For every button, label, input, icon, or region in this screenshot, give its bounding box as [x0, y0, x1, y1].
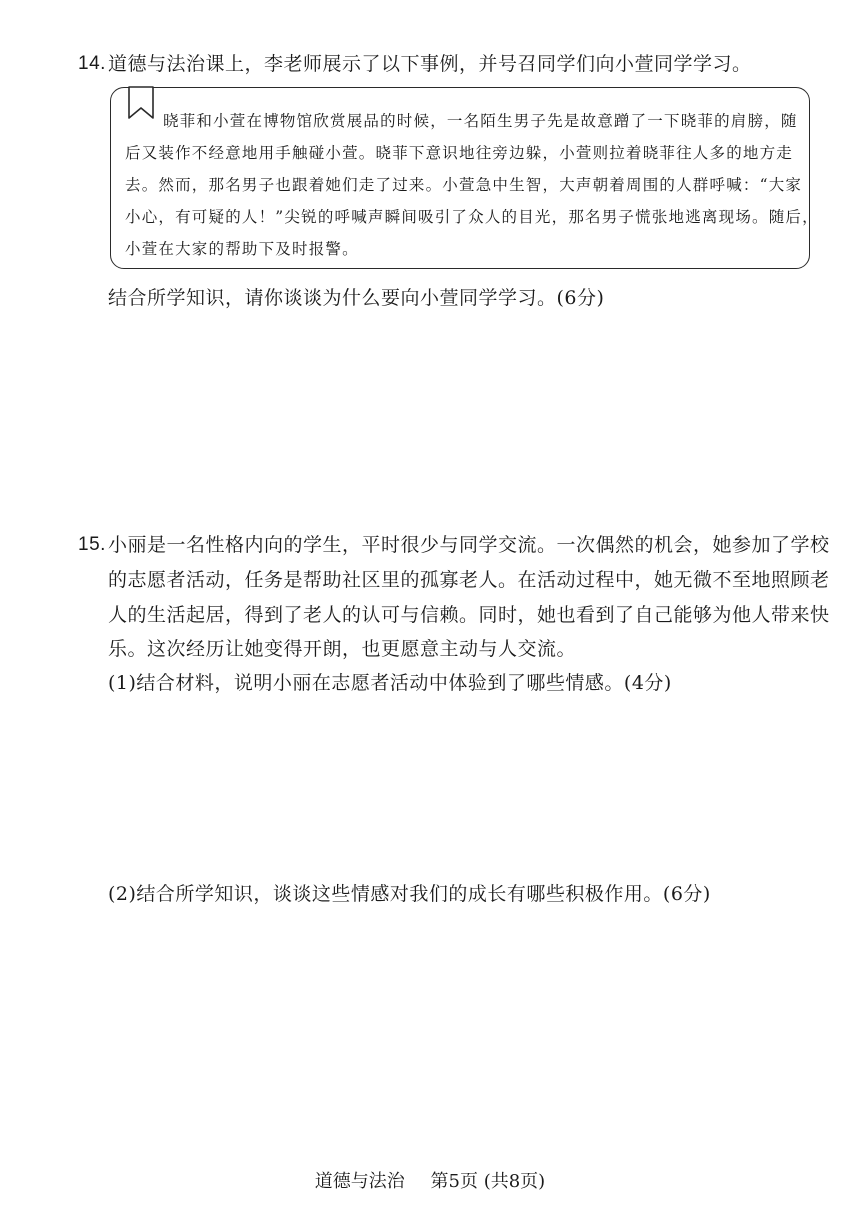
- q14-material-line: 小心，有可疑的人！”尖锐的呼喊声瞬间吸引了众人的目光，那名男子慌张地逃离现场。随后，: [125, 208, 819, 226]
- q14-material-box: [110, 87, 819, 269]
- q15-material-line: 的志愿者活动，任务是帮助社区里的孤寡老人。在活动过程中，她无微不至地照顾老: [108, 569, 830, 591]
- q14-material-line: 晓菲和小萱在博物馆欣赏展品的时候，一名陌生男子先是故意蹭了一下晓菲的肩膀，随: [163, 112, 798, 130]
- footer-page-number: 第5页 (共8页): [430, 1171, 546, 1192]
- q15-material-line: 人的生活起居，得到了老人的认可与信赖。同时，她也看到了自己能够为他人带来快: [108, 604, 830, 626]
- bookmark-icon: [127, 86, 155, 120]
- q14-question: 结合所学知识，请你谈谈为什么要向小萱同学学习。(6分): [108, 287, 605, 309]
- q14-material-line: 去。然而，那名男子也跟着她们走了过来。小萱急中生智，大声朝着周围的人群呼喊：“大家: [125, 176, 803, 194]
- q15-subquestion-1: (1)结合材料，说明小丽在志愿者活动中体验到了哪些情感。(4分): [108, 672, 672, 694]
- page-footer: [0, 1170, 860, 1194]
- q15-material-line: 小丽是一名性格内向的学生，平时很少与同学交流。一次偶然的机会，她参加了学校: [108, 534, 830, 556]
- q14-material-line: 后又装作不经意地用手触碰小萱。晓菲下意识地往旁边躲，小萱则拉着晓菲往人多的地方走: [125, 144, 794, 162]
- q14-material-line: 小萱在大家的帮助下及时报警。: [125, 240, 359, 258]
- q14-stem: 道德与法治课上，李老师展示了以下事例，并号召同学们向小萱同学学习。: [108, 53, 752, 75]
- q15-subquestion-2: (2)结合所学知识，谈谈这些情感对我们的成长有哪些积极作用。(6分): [108, 883, 711, 905]
- q15-number: 15.: [78, 534, 106, 555]
- footer-subject: 道德与法治: [314, 1171, 405, 1192]
- q15-material-line: 乐。这次经历让她变得开朗，也更愿意主动与人交流。: [108, 638, 577, 660]
- q14-number: 14.: [78, 53, 106, 74]
